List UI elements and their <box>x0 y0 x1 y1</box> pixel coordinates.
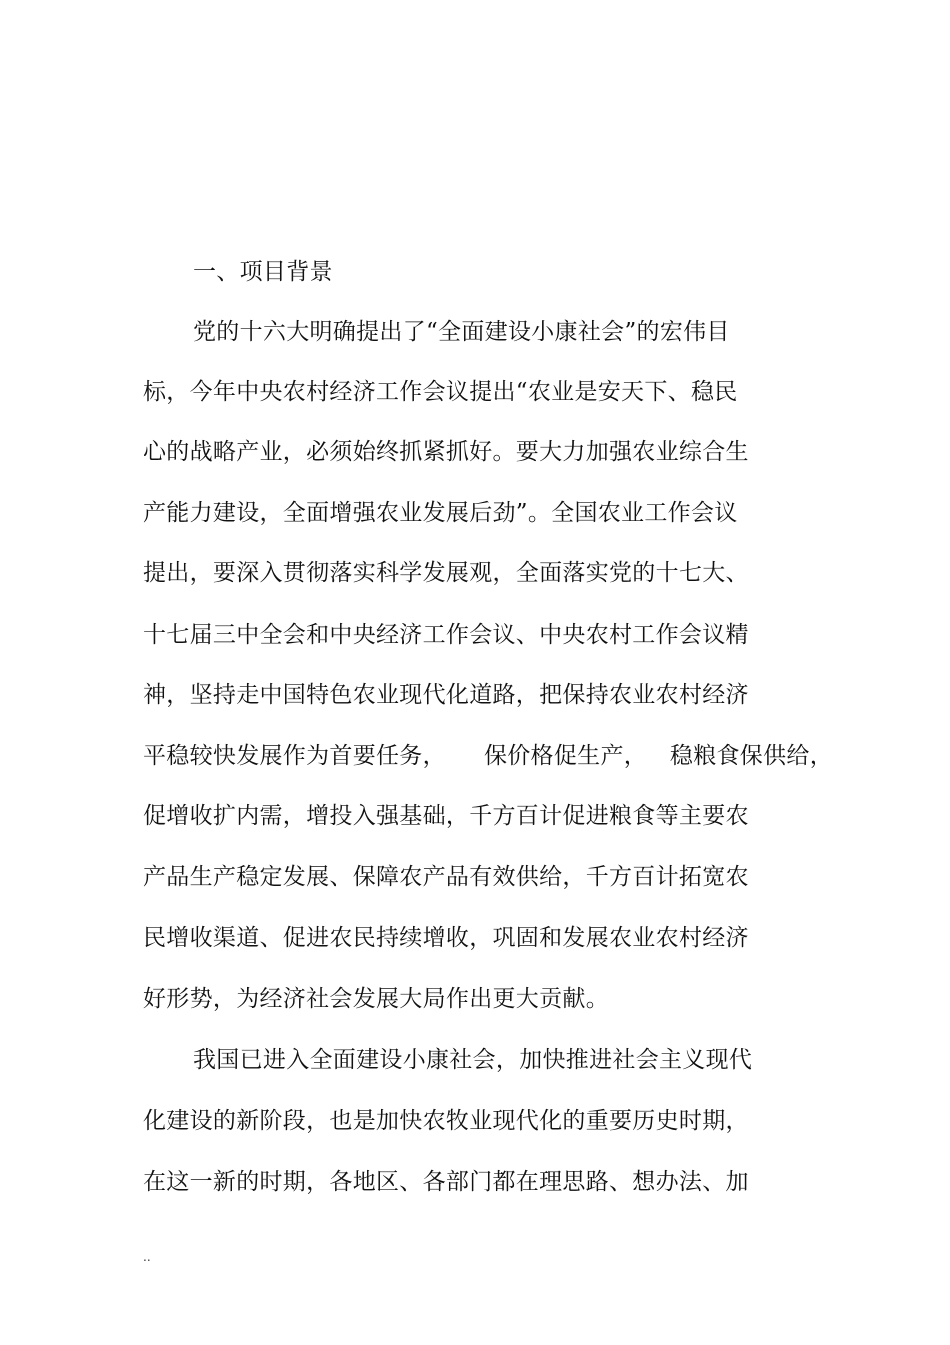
paragraph-line: 民增收渠道、促进农民持续增收，巩固和发展农业农村经济 <box>143 925 749 951</box>
paragraph-line: 平稳较快发展作为首要任务， 保价格促生产， 稳粮食保供给， <box>143 743 833 769</box>
paragraph-line: 十七届三中全会和中央经济工作会议、中央农村工作会议精 <box>143 622 749 648</box>
paragraph-line: 促增收扩内需，增投入强基础，千方百计促进粮食等主要农 <box>143 803 749 829</box>
paragraph-line: 产品生产稳定发展、保障农产品有效供给，千方百计拓宽农 <box>143 864 749 890</box>
footer-mark: .. <box>143 1250 151 1264</box>
paragraph-line: 好形势，为经济社会发展大局作出更大贡献。 <box>143 986 609 1012</box>
paragraph-line: 提出，要深入贯彻落实科学发展观，全面落实党的十七大、 <box>143 560 749 586</box>
paragraph-line: 心的战略产业，必须始终抓紧抓好。要大力加强农业综合生 <box>143 439 749 465</box>
section-heading: 一、项目背景 <box>193 259 333 285</box>
paragraph-line: 标，今年中央农村经济工作会议提出“农业是安天下、稳民 <box>143 379 738 405</box>
paragraph-line: 党的十六大明确提出了“全面建设小康社会”的宏伟目 <box>193 319 730 345</box>
paragraph-line: 化建设的新阶段，也是加快农牧业现代化的重要历史时期， <box>143 1108 749 1134</box>
paragraph-line: 在这一新的时期，各地区、各部门都在理思路、想办法、加 <box>143 1169 749 1195</box>
paragraph-line: 神，坚持走中国特色农业现代化道路，把保持农业农村经济 <box>143 682 749 708</box>
paragraph-line: 我国已进入全面建设小康社会，加快推进社会主义现代 <box>193 1047 753 1073</box>
paragraph-line: 产能力建设，全面增强农业发展后劲”。全国农业工作会议 <box>143 500 738 526</box>
